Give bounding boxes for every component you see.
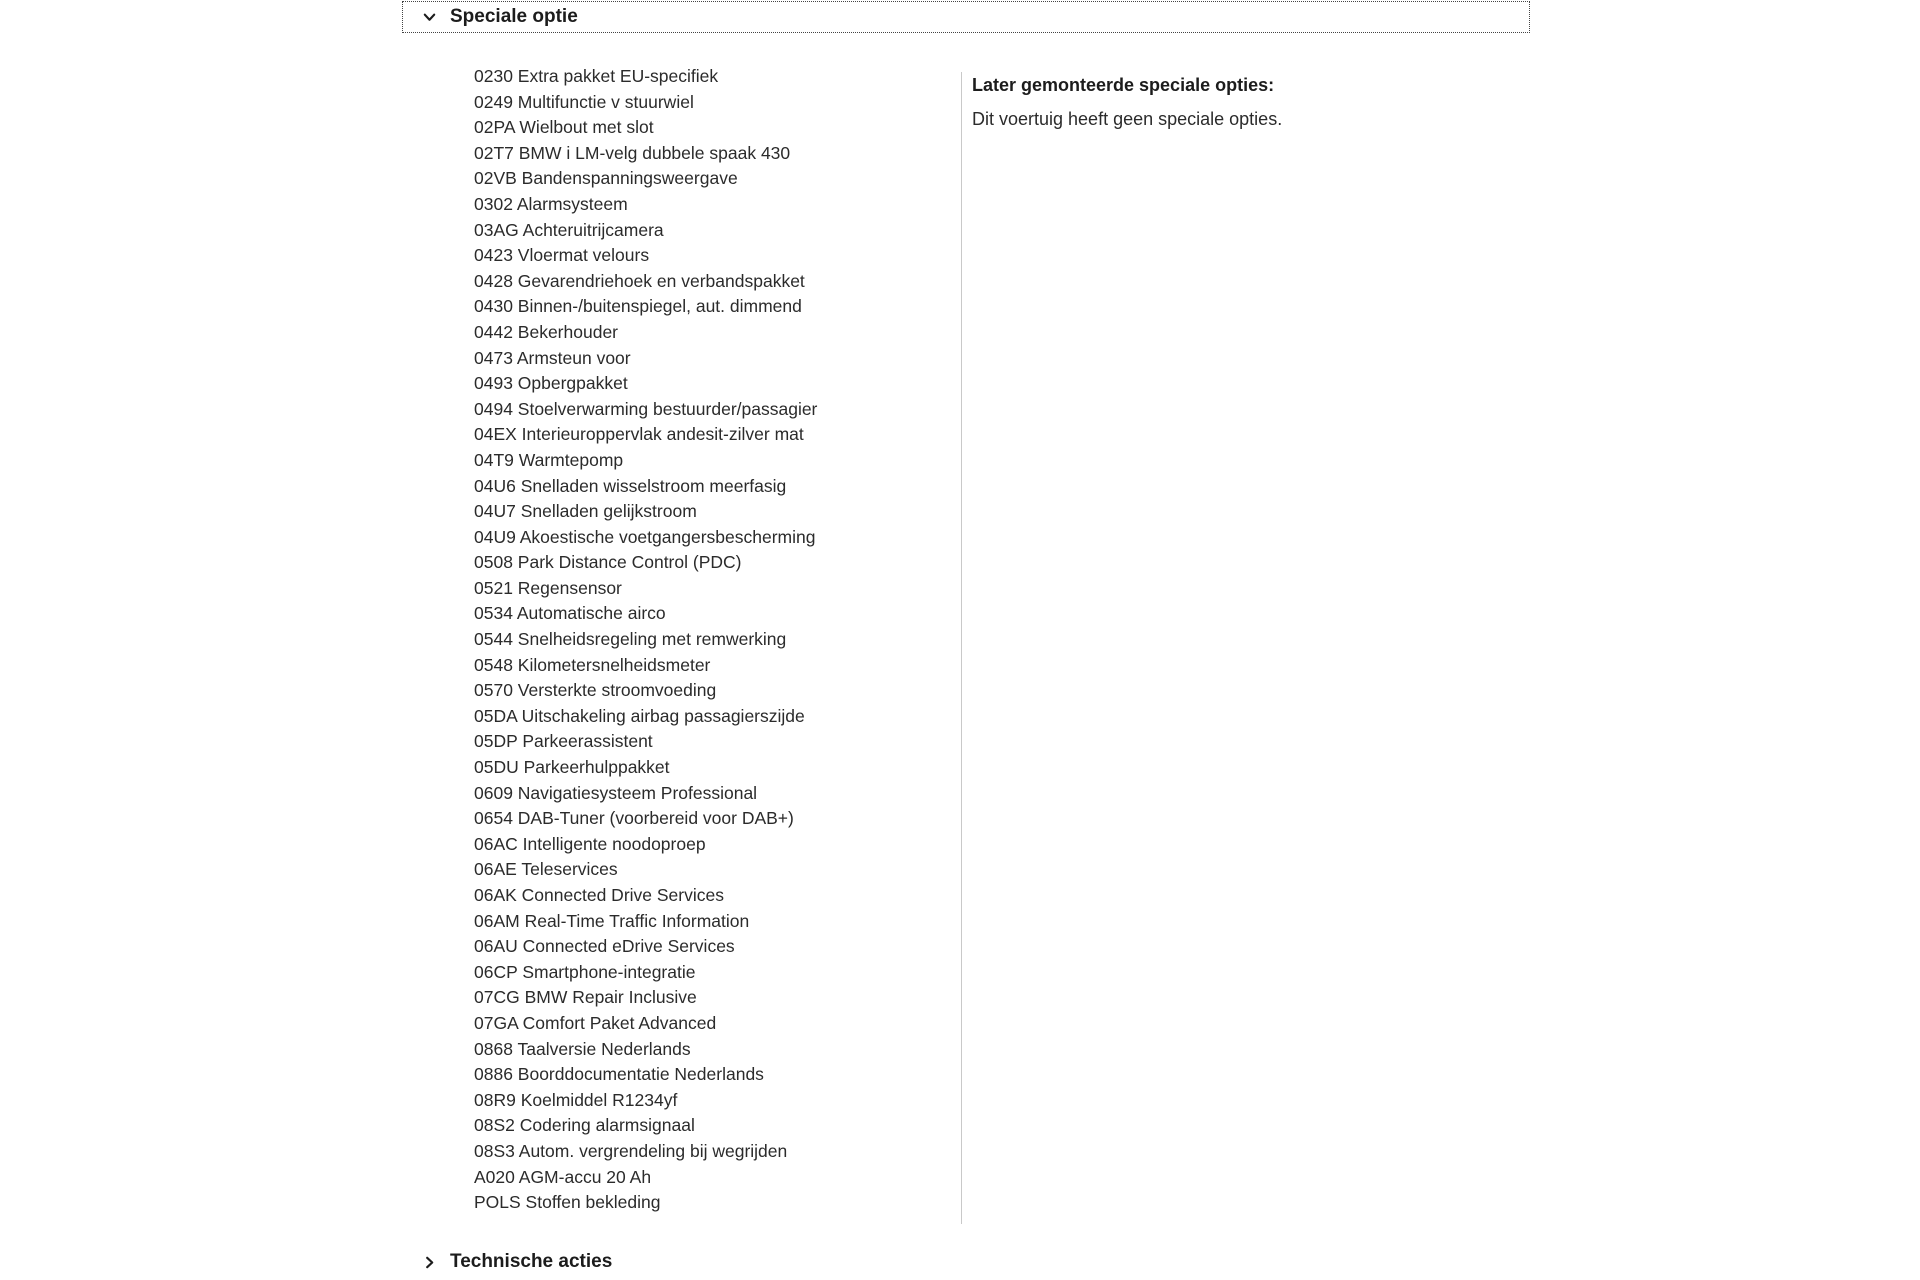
option-list-item: 0570 Versterkte stroomvoeding bbox=[474, 680, 717, 701]
chevron-right-icon bbox=[422, 1255, 437, 1270]
special-options-list bbox=[474, 64, 817, 1216]
option-list-item: 05DU Parkeerhulppakket bbox=[474, 757, 670, 778]
option-list-item: 05DP Parkeerassistent bbox=[474, 731, 653, 752]
option-list-item: 0428 Gevarendriehoek en verbandspakket bbox=[474, 270, 805, 291]
option-list-item: 08S3 Autom. vergrendeling bij wegrijden bbox=[474, 1140, 788, 1161]
option-list-item: 0544 Snelheidsregeling met remwerking bbox=[474, 629, 787, 650]
option-list-item: 06AC Intelligente noodoproep bbox=[474, 833, 706, 854]
option-list-item: 0249 Multifunctie v stuurwiel bbox=[474, 91, 694, 112]
option-list-item: 0548 Kilometersnelheidsmeter bbox=[474, 654, 711, 675]
option-list-item: 0521 Regensensor bbox=[474, 577, 622, 598]
option-list-item: A020 AGM-accu 20 Ah bbox=[474, 1166, 652, 1187]
option-list-item: 0534 Automatische airco bbox=[474, 603, 666, 624]
option-list-item: 0442 Bekerhouder bbox=[474, 321, 618, 342]
option-list-item: 06AU Connected eDrive Services bbox=[474, 936, 735, 957]
option-list-item: 0886 Boorddocumentatie Nederlands bbox=[474, 1064, 764, 1085]
section-title-technische-acties: Technische acties bbox=[450, 1251, 613, 1272]
option-list-item: 06AM Real-Time Traffic Information bbox=[474, 910, 750, 931]
option-list-item: 0508 Park Distance Control (PDC) bbox=[474, 552, 742, 573]
later-mounted-options-text: Dit voertuig heeft geen speciale opties. bbox=[972, 109, 1283, 129]
option-list-item: 08S2 Codering alarmsignaal bbox=[474, 1115, 695, 1136]
option-list-item: 07GA Comfort Paket Advanced bbox=[474, 1012, 717, 1033]
option-list-item: 06AE Teleservices bbox=[474, 859, 618, 880]
option-list-item: 0302 Alarmsysteem bbox=[474, 193, 628, 214]
option-list-item: 0230 Extra pakket EU-specifiek bbox=[474, 66, 719, 86]
option-list-item: 02PA Wielbout met slot bbox=[474, 117, 654, 138]
option-list-item: 03AG Achteruitrijcamera bbox=[474, 219, 664, 240]
option-list-item: 04T9 Warmtepomp bbox=[474, 449, 624, 470]
option-list-item: 0493 Opbergpakket bbox=[474, 373, 628, 394]
section-title-speciale-optie: Speciale optie bbox=[450, 6, 578, 27]
option-list-item: 0868 Taalversie Nederlands bbox=[474, 1038, 691, 1059]
option-list-item: 0654 DAB-Tuner (voorbereid voor DAB+) bbox=[474, 808, 794, 829]
column-divider bbox=[961, 72, 962, 1224]
option-list-item: 0473 Armsteun voor bbox=[474, 347, 631, 368]
option-list-item: 0494 Stoelverwarming bestuurder/passagier bbox=[474, 398, 818, 419]
option-list-item: POLS Stoffen bekleding bbox=[474, 1192, 661, 1213]
option-list-item: 07CG BMW Repair Inclusive bbox=[474, 987, 697, 1008]
option-list-item: 04U6 Snelladen wisselstroom meerfasig bbox=[474, 475, 787, 496]
option-list-item: 04EX Interieuroppervlak andesit-zilver mat bbox=[474, 424, 804, 445]
later-mounted-options-title: Later gemonteerde speciale opties: bbox=[972, 75, 1275, 95]
section-header-speciale-optie[interactable] bbox=[402, 1, 1530, 33]
section-header-technische-acties[interactable] bbox=[402, 1246, 1530, 1278]
option-list-item: 02T7 BMW i LM-velg dubbele spaak 430 bbox=[474, 142, 791, 163]
option-list-item: 05DA Uitschakeling airbag passagierszijde bbox=[474, 705, 805, 726]
later-mounted-options-panel bbox=[972, 74, 1532, 130]
option-list-item: 04U7 Snelladen gelijkstroom bbox=[474, 501, 697, 522]
chevron-down-icon bbox=[422, 10, 437, 25]
option-list-item: 08R9 Koelmiddel R1234yf bbox=[474, 1089, 678, 1110]
option-list-item: 04U9 Akoestische voetgangersbescherming bbox=[474, 526, 816, 547]
option-list-item: 02VB Bandenspanningsweergave bbox=[474, 168, 738, 189]
option-list-item: 06CP Smartphone-integratie bbox=[474, 961, 696, 982]
option-list-item: 0609 Navigatiesysteem Professional bbox=[474, 782, 758, 803]
option-list-item: 06AK Connected Drive Services bbox=[474, 885, 724, 905]
option-list-item: 0423 Vloermat velours bbox=[474, 245, 650, 266]
option-list-item: 0430 Binnen-/buitenspiegel, aut. dimmend bbox=[474, 296, 802, 317]
